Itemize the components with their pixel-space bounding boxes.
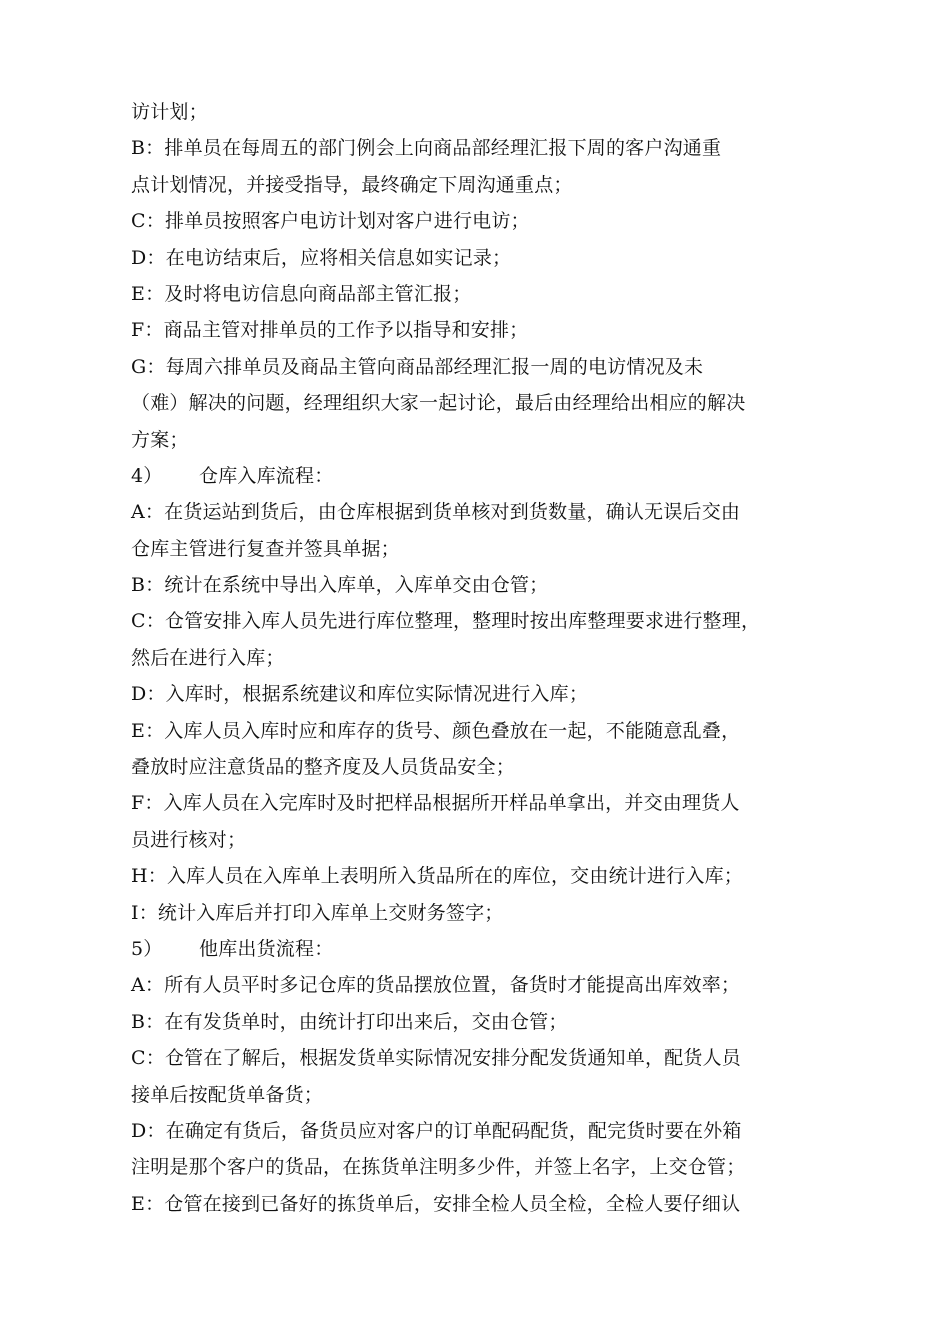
text-line: 仓库主管进行复查并签具单据； — [131, 537, 400, 560]
text-line: 点计划情况，并接受指导，最终确定下周沟通重点； — [131, 173, 573, 196]
text-line: E：仓管在接到已备好的拣货单后，安排全检人员全检，全检人要仔细认 — [131, 1192, 741, 1215]
text-line: F：入库人员在入完库时及时把样品根据所开样品单拿出，并交由理货人 — [131, 792, 740, 815]
text-line: 叠放时应注意货品的整齐度及人员货品安全； — [131, 756, 516, 779]
text-line: G：每周六排单员及商品主管向商品部经理汇报一周的电访情况及未 — [131, 355, 704, 378]
section-heading-4 — [131, 458, 831, 494]
section-title: 仓库入库流程： — [199, 464, 334, 487]
text-line: C：仓管在了解后，根据发货单实际情况安排分配发货通知单，配货人员 — [131, 1047, 741, 1070]
text-line: D：入库时，根据系统建议和库位实际情况进行入库； — [131, 683, 589, 706]
text-line: 接单后按配货单备货； — [131, 1083, 324, 1106]
document-body — [131, 94, 831, 1222]
text-line: E：入库人员入库时应和库存的货号、颜色叠放在一起，不能随意乱叠， — [131, 719, 741, 742]
text-line: B：排单员在每周五的部门例会上向商品部经理汇报下周的客户沟通重 — [131, 137, 722, 160]
text-line: C：排单员按照客户电访计划对客户进行电访； — [131, 210, 530, 233]
text-line: 注明是那个客户的货品，在拣货单注明多少件，并签上名字，上交仓管； — [131, 1156, 746, 1179]
text-line: 然后在进行入库； — [131, 646, 285, 669]
text-line: I：统计入库后并打印入库单上交财务签字； — [131, 901, 504, 924]
text-line: C：仓管安排入库人员先进行库位整理，整理时按出库整理要求进行整理， — [131, 610, 761, 633]
text-line: F：商品主管对排单员的工作予以指导和安排； — [131, 319, 529, 342]
section-number: 4） — [131, 464, 163, 487]
text-line: D：在电访结束后，应将相关信息如实记录； — [131, 246, 512, 269]
text-line: 访计划； — [131, 101, 208, 123]
text-line: A：所有人员平时多记仓库的货品摆放位置，备货时才能提高出库效率； — [131, 974, 741, 997]
text-line: B：在有发货单时，由统计打印出来后，交由仓管； — [131, 1010, 568, 1033]
text-line: 方案； — [131, 428, 189, 451]
text-line: E：及时将电访信息向商品部主管汇报； — [131, 282, 472, 305]
text-line: 员进行核对； — [131, 828, 247, 851]
text-line: B：统计在系统中导出入库单，入库单交由仓管； — [131, 574, 549, 597]
text-line: D：在确定有货后，备货员应对客户的订单配码配货，配完货时要在外箱 — [131, 1119, 742, 1142]
section-number: 5） — [131, 937, 163, 960]
text-line: A：在货运站到货后，由仓库根据到货单核对到货数量，确认无误后交由 — [131, 501, 741, 524]
text-line: （难）解决的问题，经理组织大家一起讨论，最后由经理给出相应的解决 — [131, 392, 746, 415]
section-title: 他库出货流程： — [199, 937, 334, 960]
text-line: H：入库人员在入库单上表明所入货品所在的库位，交由统计进行入库； — [131, 865, 743, 888]
section-heading-5 — [131, 931, 831, 967]
